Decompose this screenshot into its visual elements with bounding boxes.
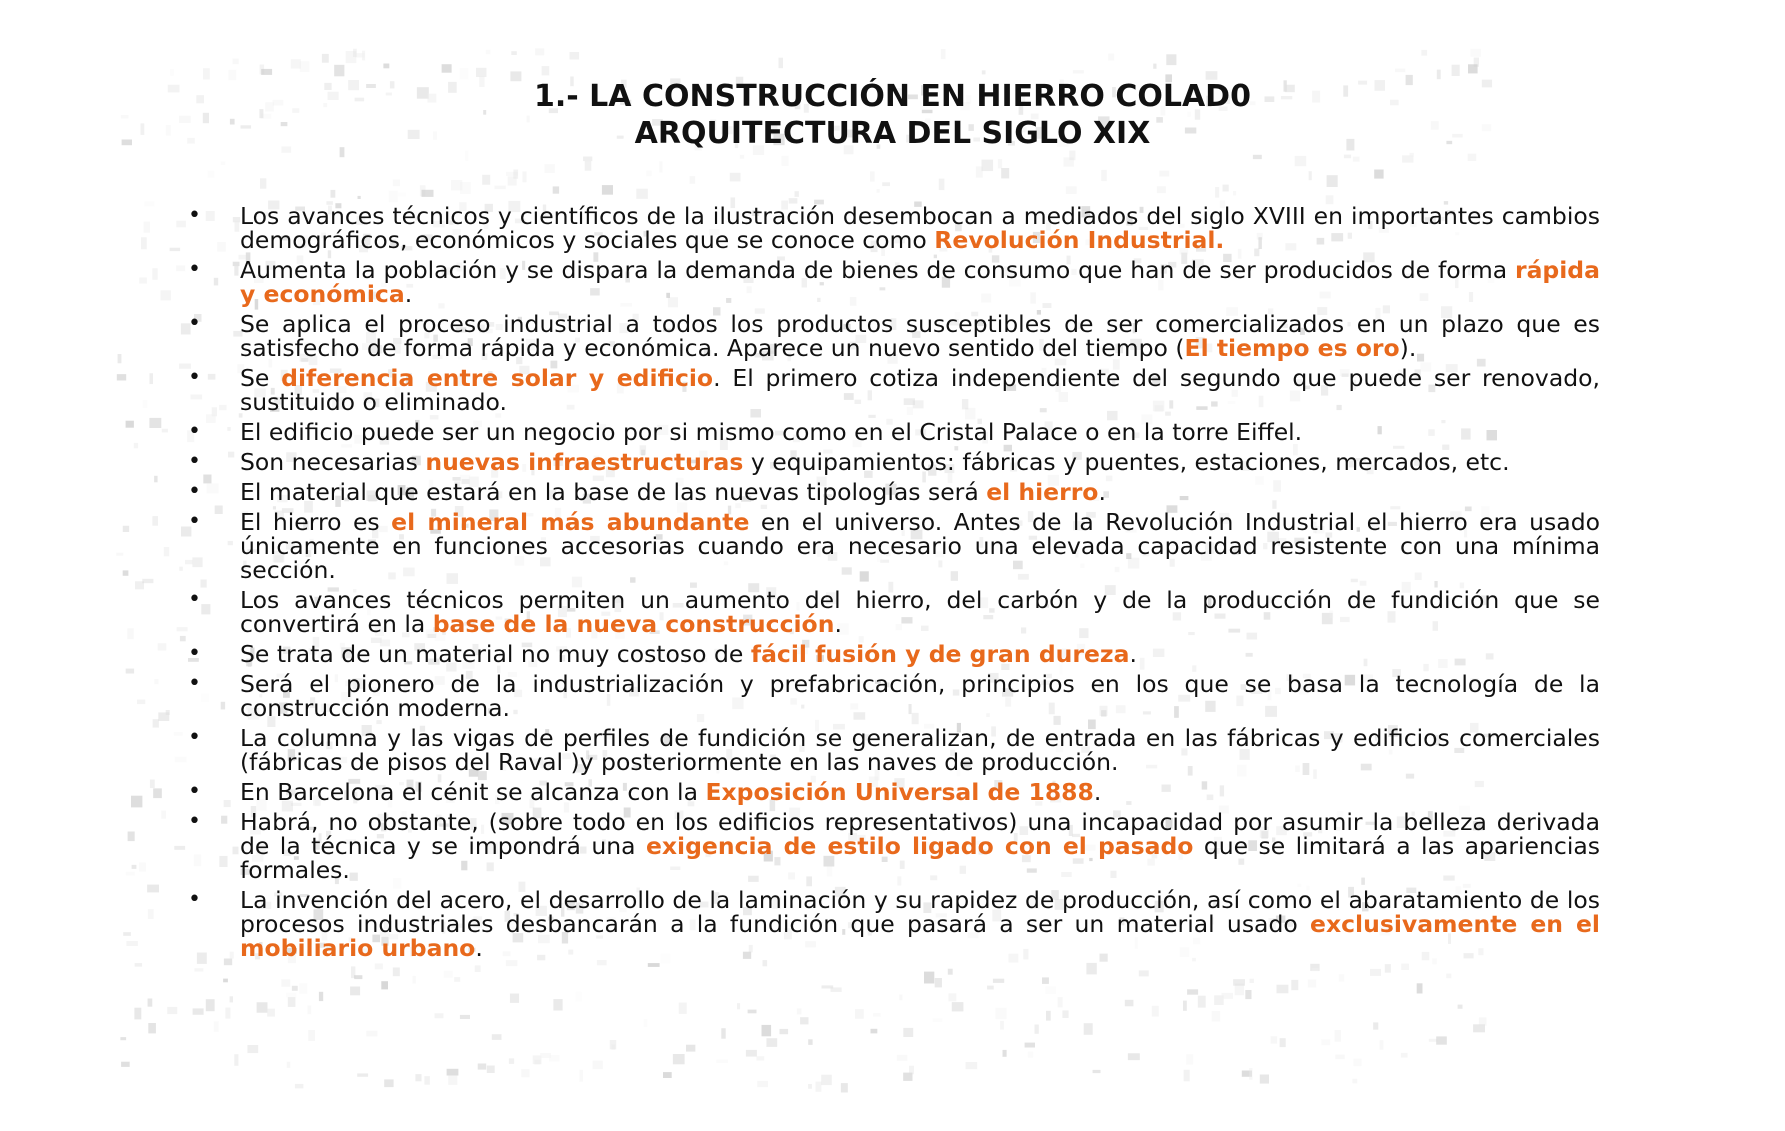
text-run: El edificio puede ser un negocio por si mismo como en el Cristal Palace o en la torre Eiffel.	[240, 418, 1303, 446]
bullet-list-region	[188, 202, 1600, 1024]
list-item-text	[240, 480, 1600, 504]
list-item-text	[240, 588, 1600, 636]
list-item	[188, 724, 1600, 776]
highlighted-text: Exposición Universal de 1888	[705, 778, 1094, 806]
list-item	[188, 448, 1510, 476]
list-item-text	[240, 726, 1600, 774]
bullet-icon: •	[188, 887, 201, 912]
text-run: .	[475, 934, 483, 962]
bullet-icon: •	[188, 479, 201, 504]
text-run: que se limitará a las apariencias formales.	[240, 832, 1600, 884]
list-item	[188, 780, 1490, 804]
bullet-icon: •	[188, 509, 201, 534]
list-item	[188, 808, 1600, 884]
list-item-text	[240, 810, 1600, 882]
text-run: . El primero cotiza independiente del segundo que puede ser renovado, sustituido o eliminado.	[240, 364, 1600, 416]
text-run: .	[1098, 478, 1106, 506]
text-run: Se aplica el proceso industrial a todos los productos susceptibles de ser comercializados en un plazo que es satisfecho de forma rápida y económica. Aparece un nuevo sentido del tiempo (	[240, 310, 1600, 362]
highlighted-text: el mineral más abundante	[391, 508, 750, 536]
text-run: .	[1093, 778, 1102, 806]
text-run: Aumenta la población y se dispara la demanda de bienes de consumo que han de ser producidos de forma	[240, 256, 1515, 284]
highlighted-text: diferencia entre solar y edificio	[281, 364, 714, 392]
text-run: Se	[240, 364, 282, 392]
highlighted-text: El tiempo es oro	[1184, 334, 1400, 362]
bullet-icon: •	[188, 311, 201, 336]
list-item	[188, 480, 1490, 504]
title-line-2: ARQUITECTURA DEL SIGLO XIX	[634, 116, 1151, 151]
text-run: Será el pionero de la industrialización y prefabricación, principios en los que se basa la tecnología de la construcción moderna.	[240, 670, 1600, 722]
text-run: .	[834, 610, 842, 638]
list-item	[188, 364, 1600, 416]
bullet-icon: •	[188, 419, 201, 444]
list-item	[188, 642, 1490, 666]
text-run: .	[1129, 640, 1137, 668]
highlighted-text: exclusivamente en el mobiliario urbano	[240, 910, 1600, 962]
text-run: ).	[1399, 334, 1417, 362]
text-run: .	[404, 280, 413, 308]
text-run: El hierro es	[240, 508, 392, 536]
bullet-icon: •	[188, 203, 201, 228]
bullet-icon: •	[188, 779, 201, 804]
highlighted-text: base de la nueva construcción	[432, 610, 835, 638]
text-run: Son necesarias	[240, 448, 426, 476]
list-item-text	[240, 888, 1600, 960]
list-item	[188, 586, 1600, 638]
list-item	[188, 310, 1600, 362]
list-item	[188, 256, 1600, 308]
text-run: Se trata de un material no muy costoso de	[240, 640, 751, 668]
highlighted-text: Revolución Industrial.	[934, 226, 1225, 254]
list-item-text	[240, 672, 1600, 720]
highlighted-text: nuevas infraestructuras	[425, 448, 744, 476]
text-run: Los avances técnicos y científicos de la ilustración desembocan a mediados del siglo XVIII en importantes cambios demográficos, económicos y sociales que se conoce como	[240, 202, 1600, 254]
slide-title	[0, 78, 1785, 152]
list-item-text	[240, 450, 1600, 474]
bullet-icon: •	[188, 449, 201, 474]
list-item	[188, 420, 1490, 444]
highlighted-text: rápida y económica	[240, 256, 1600, 308]
list-item-text	[240, 642, 1600, 666]
bullet-icon: •	[188, 587, 201, 612]
list-item	[188, 886, 1600, 962]
text-run: La columna y las vigas de perfiles de fundición se generalizan, de entrada en las fábricas y edificios comerciales (fábricas de pisos del Raval )y posteriormente en las naves de producción.	[240, 724, 1600, 776]
list-item-text	[240, 780, 1600, 804]
list-item-text	[240, 420, 1600, 444]
list-item-text	[240, 510, 1600, 582]
bullet-icon: •	[188, 257, 201, 282]
list-item-text	[240, 366, 1600, 414]
text-run: La invención del acero, el desarrollo de la laminación y su rapidez de producción, así como el abaratamiento de los procesos industriales desbancarán a la fundición que pasará a ser un material usado	[240, 886, 1600, 938]
list-item-text	[240, 312, 1600, 360]
bullet-icon: •	[188, 725, 201, 750]
text-run: Habrá, no obstante, (sobre todo en los edificios representativos) una incapacidad por asumir la belleza derivada de la técnica y se impondrá una	[240, 808, 1600, 860]
list-item-text	[240, 258, 1600, 306]
text-run: en el universo. Antes de la Revolución Industrial el hierro era usado únicamente en funciones accesorias cuando era necesario una elevada capacidad resistente con una mínima sección.	[240, 508, 1600, 584]
list-item	[188, 508, 1600, 584]
bullet-icon: •	[188, 809, 201, 834]
bullet-icon: •	[188, 671, 201, 696]
list-item	[188, 202, 1600, 254]
highlighted-text: fácil fusión y de gran dureza	[750, 640, 1130, 668]
text-run: y equipamientos: fábricas y puentes, estaciones, mercados, etc.	[743, 448, 1510, 476]
title-line-1: 1.- LA CONSTRUCCIÓN EN HIERRO COLAD0	[534, 79, 1251, 114]
list-item-text	[240, 204, 1600, 252]
bullet-icon: •	[188, 365, 201, 390]
text-run: En Barcelona el cénit se alcanza con la	[240, 778, 706, 806]
bullet-icon: •	[188, 641, 201, 666]
bullet-list	[188, 202, 1600, 962]
text-run: Los avances técnicos permiten un aumento del hierro, del carbón y de la producción de fundición que se convertirá en la	[240, 586, 1600, 638]
list-item	[188, 670, 1600, 722]
highlighted-text: el hierro	[986, 478, 1099, 506]
text-run: El material que estará en la base de las nuevas tipologías será	[240, 478, 987, 506]
highlighted-text: exigencia de estilo ligado con el pasado	[645, 832, 1194, 860]
